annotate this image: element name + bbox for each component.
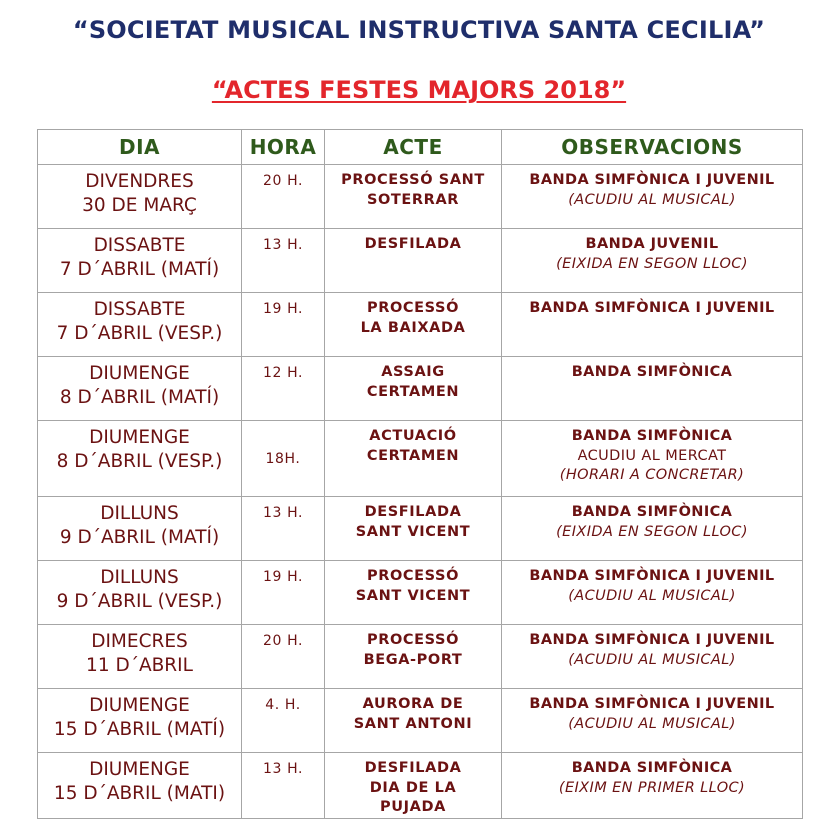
obs-note: (ACUDIU AL MUSICAL) — [568, 715, 736, 732]
cell-hora: 20 H. — [242, 165, 325, 229]
cell-hora: 12 H. — [242, 357, 325, 421]
cell-dia — [38, 753, 242, 819]
events-table — [37, 129, 803, 819]
cell-hora: 13 H. — [242, 229, 325, 293]
cell-dia — [38, 561, 242, 625]
obs-band: BANDA SIMFÒNICA — [571, 760, 733, 776]
cell-dia — [38, 421, 242, 497]
dia-day: DISSABTE — [93, 299, 186, 320]
cell-dia — [38, 689, 242, 753]
cell-acte — [325, 625, 502, 689]
cell-acte — [325, 689, 502, 753]
table-row — [38, 561, 803, 625]
table-row — [38, 689, 803, 753]
cell-hora: 13 H. — [242, 753, 325, 819]
cell-dia — [38, 625, 242, 689]
obs-band: BANDA SIMFÒNICA I JUVENIL — [529, 172, 775, 188]
cell-observacions — [502, 357, 803, 421]
cell-acte — [325, 497, 502, 561]
cell-acte — [325, 561, 502, 625]
dia-day: DIMECRES — [91, 631, 188, 652]
obs-note: (HORARI A CONCRETAR) — [559, 467, 745, 483]
dia-date: 15 D´ABRIL (MATI) — [53, 783, 226, 804]
cell-observacions — [502, 497, 803, 561]
cell-hora: 4. H. — [242, 689, 325, 753]
acte-line: DESFILADA — [364, 760, 462, 776]
acte-line: SOTERRAR — [366, 191, 460, 208]
obs-band: BANDA SIMFÒNICA I JUVENIL — [529, 632, 775, 648]
acte-line: DESFILADA — [364, 504, 462, 520]
cell-acte — [325, 753, 502, 819]
dia-day: DILLUNS — [100, 567, 179, 588]
dia-date: 15 D´ABRIL (MATÍ) — [53, 719, 226, 740]
dia-date: 8 D´ABRIL (VESP.) — [56, 451, 223, 472]
cell-dia — [38, 165, 242, 229]
cell-observacions — [502, 689, 803, 753]
column-header-dia: DIA — [38, 130, 242, 165]
table-row — [38, 625, 803, 689]
table-row — [38, 421, 803, 497]
cell-observacions — [502, 421, 803, 497]
acte-line: SANT ANTONI — [353, 715, 473, 732]
document-subtitle-text: “ACTES FESTES MAJORS 2018” — [211, 76, 627, 104]
column-header-observacions: OBSERVACIONS — [502, 130, 803, 165]
acte-line: SANT VICENT — [355, 523, 471, 540]
obs-note: (ACUDIU AL MUSICAL) — [568, 651, 736, 668]
obs-band: BANDA SIMFÒNICA — [571, 504, 733, 520]
dia-date: 30 DE MARÇ — [82, 195, 197, 216]
cell-hora: 19 H. — [242, 293, 325, 357]
dia-date: 9 D´ABRIL (VESP.) — [56, 591, 223, 612]
dia-day: DIVENDRES — [85, 171, 194, 192]
cell-dia — [38, 293, 242, 357]
cell-observacions — [502, 165, 803, 229]
acte-line: LA BAIXADA — [360, 319, 466, 336]
cell-hora: 18H. — [242, 421, 325, 497]
dia-date: 11 D´ABRIL — [86, 655, 193, 676]
dia-day: DISSABTE — [93, 235, 186, 256]
cell-observacions — [502, 561, 803, 625]
acte-line: DESFILADA — [364, 236, 462, 252]
document-title: “SOCIETAT MUSICAL INSTRUCTIVA SANTA CECILIA” — [72, 16, 766, 44]
dia-date: 7 D´ABRIL (VESP.) — [56, 323, 223, 344]
obs-location: ACUDIU AL MERCAT — [577, 447, 727, 464]
acte-line: PROCESSÓ SANT — [341, 172, 485, 188]
obs-note: (ACUDIU AL MUSICAL) — [568, 191, 736, 208]
dia-date: 9 D´ABRIL (MATÍ) — [59, 527, 220, 548]
acte-line: AURORA DE — [362, 696, 464, 712]
cell-acte — [325, 229, 502, 293]
cell-acte — [325, 293, 502, 357]
cell-hora: 13 H. — [242, 497, 325, 561]
acte-line: PROCESSÓ — [366, 632, 460, 648]
acte-line: ASSAIG — [381, 364, 445, 380]
acte-line: CERTAMEN — [366, 383, 460, 400]
cell-dia — [38, 357, 242, 421]
cell-observacions — [502, 293, 803, 357]
document-subtitle — [0, 76, 838, 104]
cell-hora: 20 H. — [242, 625, 325, 689]
table-row — [38, 497, 803, 561]
obs-band: BANDA SIMFÒNICA — [571, 364, 733, 380]
obs-band: BANDA SIMFÒNICA I JUVENIL — [529, 300, 775, 316]
dia-day: DILLUNS — [100, 503, 179, 524]
dia-day: DIUMENGE — [89, 695, 190, 716]
obs-band: BANDA JUVENIL — [585, 236, 719, 252]
column-header-acte: ACTE — [325, 130, 502, 165]
cell-acte — [325, 421, 502, 497]
acte-line: PROCESSÓ — [366, 300, 460, 316]
dia-day: DIUMENGE — [89, 759, 190, 780]
dia-date: 8 D´ABRIL (MATÍ) — [59, 387, 220, 408]
cell-acte — [325, 357, 502, 421]
obs-note: (EIXIDA EN SEGON LLOC) — [556, 523, 748, 540]
cell-observacions — [502, 753, 803, 819]
table-row — [38, 165, 803, 229]
table-header-row — [38, 130, 803, 165]
table-row — [38, 753, 803, 819]
dia-day: DIUMENGE — [89, 363, 190, 384]
obs-note: (EIXIDA EN SEGON LLOC) — [556, 255, 748, 272]
acte-line: ACTUACIÓ — [369, 428, 457, 444]
cell-dia — [38, 229, 242, 293]
cell-acte — [325, 165, 502, 229]
obs-note: (EIXIM EN PRIMER LLOC) — [558, 779, 746, 796]
cell-observacions — [502, 229, 803, 293]
acte-line: DIA DE LA — [369, 779, 457, 796]
cell-hora: 19 H. — [242, 561, 325, 625]
acte-line: PUJADA — [380, 799, 446, 815]
obs-note: (ACUDIU AL MUSICAL) — [568, 587, 736, 604]
dia-day: DIUMENGE — [89, 427, 190, 448]
acte-line: SANT VICENT — [355, 587, 471, 604]
acte-line: CERTAMEN — [366, 447, 460, 464]
cell-observacions — [502, 625, 803, 689]
column-header-hora: HORA — [242, 130, 325, 165]
table-row — [38, 229, 803, 293]
obs-band: BANDA SIMFÒNICA I JUVENIL — [529, 696, 775, 712]
obs-band: BANDA SIMFÒNICA I JUVENIL — [529, 568, 775, 584]
acte-line: BEGA-PORT — [363, 651, 463, 668]
obs-band: BANDA SIMFÒNICA — [571, 428, 733, 444]
table-row — [38, 293, 803, 357]
cell-dia — [38, 497, 242, 561]
table-row — [38, 357, 803, 421]
acte-line: PROCESSÓ — [366, 568, 460, 584]
dia-date: 7 D´ABRIL (MATÍ) — [59, 259, 220, 280]
